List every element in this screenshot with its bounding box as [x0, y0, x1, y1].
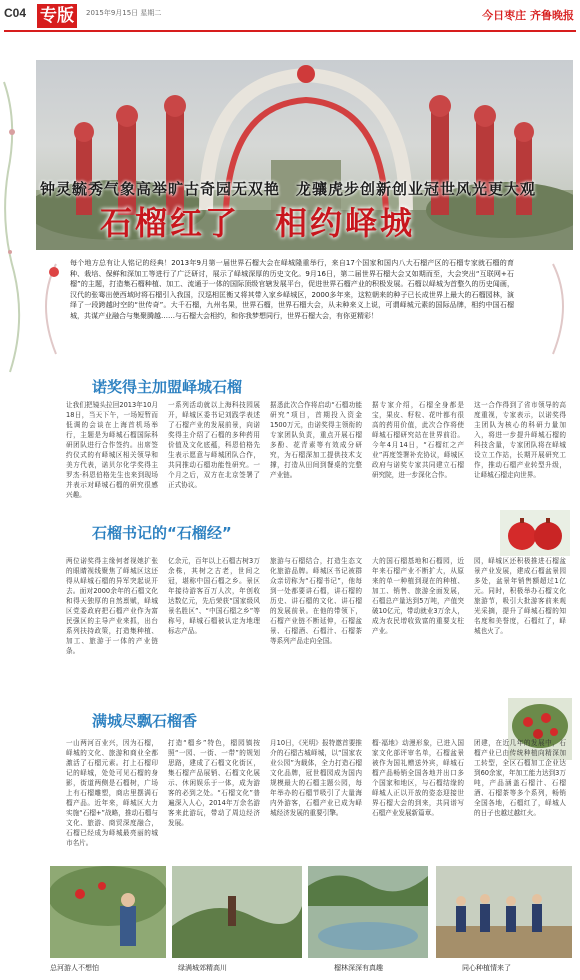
column-text: 月10日，《光明》报特邀首要推介的石榴古城峄城，以“国家农业公园”为载体，全力打造石榴文化品牌，冠世榴园成为国内规模最大的石榴主题公园，每年举办的石榴节吸引了大量海内外游客，石榴产业已成为峄城经济发展的重要引擎。: [270, 739, 362, 817]
decorative-sidebar: [0, 42, 30, 972]
photo-green-hills: [172, 866, 302, 958]
photo-forest-path: [308, 866, 428, 958]
column-text: 园，峄城区还积极推进石榴盆景产业发展，建成石榴盆景园多处，盆景年销售额超过1亿元。同时，积极举办石榴文化旅游节，吸引大批游客前来观光采摘，提升了峄城石榴的知名度和美誉度，石榴红了，峄城也火了。: [474, 557, 566, 635]
photo-caption: 总河游人不想怕: [50, 964, 99, 972]
column-text: 榴·福地》动漫形象，已进入国家文化部评审名单，石榴盆景被作为国礼赠送外宾，峄城石榴产品畅销全国各地并出口多个国家和地区，与石榴结缘的峄城人正以开放的姿态迎接世界石榴大会的到来，共同谱写石榴产业发展新篇章。: [372, 739, 464, 817]
photo-caption: 同心种植情来了: [462, 964, 511, 972]
headline-title: 石榴红了 相约峄城: [100, 204, 416, 242]
section-badge: 专版: [37, 4, 77, 28]
page-header: [0, 0, 580, 34]
photo-caption: 绿满城郊精高川: [178, 964, 227, 972]
headline-subtitle: 钟灵毓秀气象高举旷古奇园无双艳 龙骧虎步创新创业冠世风光更大观: [40, 180, 537, 198]
column-text: 大的国石榴基地和石榴园，近年来石榴产业不断扩大，从原来的单一种植到现在的种植、加工、销售、旅游全面发展，石榴总产量达到5万吨，产值突破10亿元，带动就业3万余人，成为农民增收致富的重要支柱产业。: [372, 557, 464, 635]
column-text: 这一合作得到了省市领导的高度重视，专家表示，以诺奖得主团队为核心的科研力量加入，将进一步提升峄城石榴的科技含量，专家团队将在峄城设立工作站，长期开展研究工作，推动石榴产业转型升级，让峄城石榴走向世界。: [474, 401, 566, 479]
column-text: 亿余元，百年以上石榴古树3万余株，其树之古老，世间之冠，堪称中国石榴之乡。景区年接待游客百万人次，年创收达数亿元，先后荣获“国家级风景名胜区”、“中国石榴之乡”等称号，峄城石榴被认定为地理标志产品。: [168, 557, 260, 635]
section-heading-2: 石榴书记的“石榴经”: [92, 524, 232, 542]
photo-planting-group: [436, 866, 572, 958]
column-text: 打造“榴乡”特色，榴园镇按照“一园、一街、一带”的规划思路，建成了石榴文化街区，集石榴产品展销、石榴文化展示、休闲娱乐于一体，成为游客的必到之处。“石榴文化”普遍深入人心，2014年万余名游客来此游玩，带动了周边经济发展。: [168, 739, 260, 827]
section-body-3: [66, 738, 568, 860]
section-body-2: [66, 556, 568, 696]
intro-paragraph: 每个地方总有让人铭记的经典！2013年9月第一届世界石榴大会在峄城隆重举行，来自17个国家和国内八大石榴产区的石榴专家就石榴的育种、栽培、保鲜和深加工等进行了广泛研讨，展示了峄城深厚的历史文化。9月16日，第二届世界石榴大会又如期而至，大会突出“互联网+石榴”的主题，打造集石榴种植、加工、流通于一体的国际顶级官辖发展平台，促进世界石榴产业的积极发展。石榴以峄城为首整久的历史闻画，汉代的张骞出使西域时将石榴引入我国，汉巡相匡衡又将其带入家乡峄城区，2000多年来，这粒朝来的种子已长成世界上最大的石榴园林，演绎了一段跨越时空的“世传奇”。大千石榴，九州名果，世界石榴，世界石榴大会，从未种来义上说，可谓峄城元素的国际品牌，相约中国石榴城，共谋产业融合与集聚腾越……与石榴大会相约，和你我梦想同行，世界石榴大会，有你更精彩！: [70, 259, 514, 320]
photo-visitors: [50, 866, 166, 958]
newspaper-logo: 今日枣庄 齐鲁晚报: [482, 9, 574, 22]
column-text: 旅游与石榴结合，打造生态文化旅游品牌。峄城区书记被群众亲切称为“石榴书记”，他每到一处都要讲石榴，讲石榴的历史、讲石榴的文化、讲石榴的发展前景。在他的带领下，石榴产业链不断延伸，石榴盆景、石榴酒、石榴汁、石榴茶等系列产品走向全国。: [270, 557, 362, 645]
column-text: 两位诺奖得主缘何者视她扩张的眼睛视线聚焦了峄城区这还得从峄城石榴的异军突起说开去。面对2000余年的石榴文化和得天独厚的自然禀赋，峄城区党委政府把石榴产业作为富民强区的主导产业来抓，出台系列扶持政策，打造集种植、加工、旅游于一体的产业链条。: [66, 557, 158, 655]
pomegranate-photo: [500, 510, 570, 556]
photo-caption: 榴林深深有真趣: [334, 964, 383, 972]
column-text: 据专家介绍，石榴全身都是宝，果皮、籽粒、花叶都有很高的药用价值，此次合作将使峄城石榴研究站在世界前沿。今年4月14日，“石榴红之产业”再度签署补充协议，峄城区政府与诺奖专家共同建立石榴研究院，进一步深化合作。: [372, 401, 464, 479]
column-text: 让我们把镜头拉回2013年10月18日，当天下午，一场短暂而低调的会谈在上海首机场举行，主题是为峄城石榴国际科研团队进行合作签约。出席签约仪式的有峄城区相关领导和美方代表，诺贝尔化学奖得主罗杰·科恩伯格先生也来到现场并表示对峄城石榴的研究很感兴趣。: [66, 401, 158, 499]
column-text: 一山两河百业兴，因为石榴，峄城的文化、旅游和商业全都激活了石榴元素。打上石榴印记的峄城，处处可见石榴的身影，街道两侧是石榴树，广场上有石榴雕塑，商店里摆满石榴产品。近年来，峄城区大力实施“石榴+”战略，推动石榴与文化、旅游、商贸深度融合，石榴已经成为峄城最亮丽的城市名片。: [66, 739, 158, 847]
header-rule: [4, 30, 576, 32]
issue-date: 2015年9月15日 星期二: [86, 9, 162, 17]
page-number: C04: [4, 6, 27, 20]
column-text: 据悉此次合作将启动“石榴功能研究”项目，首期投入资金1500万元，由诺奖得主领衔的专家团队负责，重点开展石榴多酚、花青素等有效成分研究，为石榴深加工提供技术支撑，打造从田间到餐桌的完整产业链。: [270, 401, 362, 479]
section-heading-1: 诺奖得主加盟峄城石榴: [92, 378, 243, 396]
column-text: 一系列活动就以上海科技园展开，峄城区委书记刘践学表述了石榴产业的发展前景，向诺奖得主介绍了石榴的多种药用价值及文化底蕴，科恩伯格先生表示愿意与峄城团队合作，共同推动石榴功能性研究。一个月之后，双方在北京签署了正式协议。: [168, 401, 260, 489]
column-text: 团建，在近几年的发展中，石榴产业已由传统种植向精深加工转型，全区石榴加工企业达到60余家，年加工能力达到3万吨，产品涵盖石榴汁、石榴酒、石榴茶等多个系列，畅销全国各地，石榴红了，峄城人的日子也越过越红火。: [474, 739, 566, 817]
section-body-1: [66, 400, 568, 510]
section-heading-3: 满城尽飘石榴香: [92, 712, 198, 730]
